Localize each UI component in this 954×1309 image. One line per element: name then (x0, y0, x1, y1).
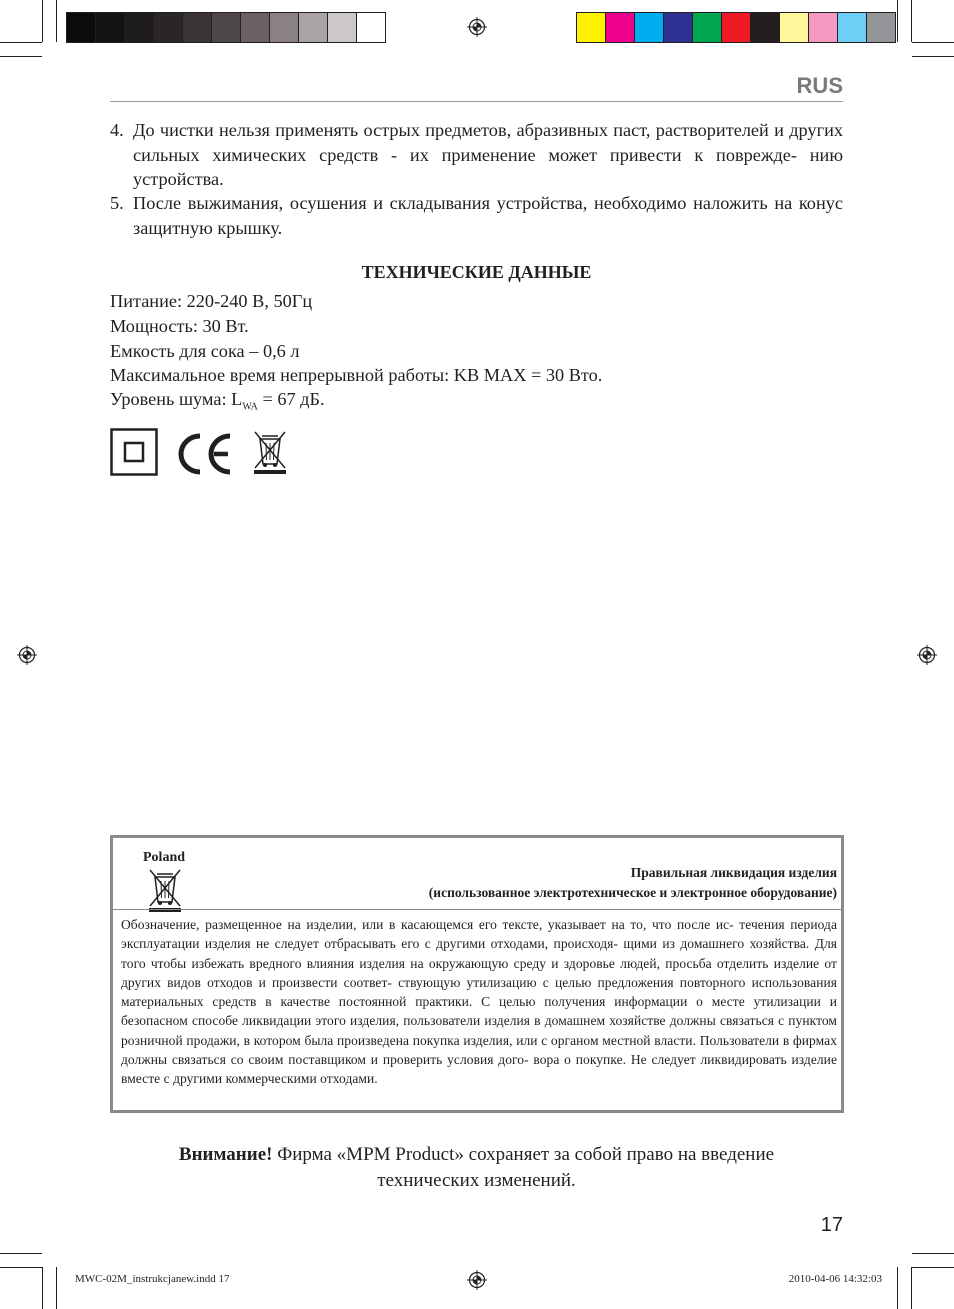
noise-suffix: = 67 дБ. (257, 389, 325, 409)
color-swatch (634, 13, 663, 42)
color-swatch (808, 13, 837, 42)
instruction-item-4 (110, 118, 843, 192)
notice (110, 1142, 843, 1194)
disposal-divider (113, 909, 841, 910)
country-label: Poland (143, 850, 186, 865)
color-swatch (692, 13, 721, 42)
color-swatch (779, 13, 808, 42)
crop-mark (0, 1253, 42, 1254)
instruction-text: До чистки нельзя применять острых предметов, абразивных паст, растворителей и других сильных химических средств - их применение может привести к поврежде- нию устройства. (133, 120, 843, 189)
weee-bin-icon (147, 868, 183, 914)
noise-prefix: Уровень шума: L (110, 389, 243, 409)
color-swatch (182, 13, 211, 42)
color-swatch (837, 13, 866, 42)
page-number: 17 (820, 1214, 843, 1236)
color-swatch (298, 13, 327, 42)
noise-subscript: WA (242, 401, 258, 413)
crop-mark (0, 42, 42, 43)
spec-power: Мощность: 30 Вт. (110, 316, 249, 336)
crop-mark (897, 1267, 898, 1309)
color-swatch (866, 13, 895, 42)
grayscale-color-bar (66, 12, 386, 43)
color-swatch (211, 13, 240, 42)
registration-mark-icon (17, 645, 37, 665)
crop-mark (42, 0, 43, 42)
registration-mark-icon (917, 645, 937, 665)
crop-mark (911, 1267, 912, 1309)
disposal-subtitle: (использованное электротехническое и электронное оборудование) (428, 885, 837, 900)
language-label: RUS (796, 73, 843, 98)
crop-mark (912, 1267, 954, 1268)
color-swatch (67, 13, 95, 42)
slug-timestamp: 2010-04-06 14:32:03 (788, 1273, 882, 1285)
color-swatch (153, 13, 182, 42)
instruction-item-5 (110, 191, 843, 240)
instruction-number: 4. (110, 120, 124, 140)
slug-file: MWC-02M_instrukcjanew.indd 17 (75, 1273, 230, 1285)
header-divider (110, 101, 843, 102)
instruction-text: После выжимания, осушения и складывания устройства, необходимо наложить на конус защитную крышку. (133, 193, 843, 238)
color-swatch (356, 13, 385, 42)
crop-mark (912, 56, 954, 57)
class-ii-icon (110, 428, 160, 478)
spec-max-time: Максимальное время непрерывной работы: KB MAX = 30 Вто. (110, 365, 603, 385)
crop-mark (56, 1267, 57, 1309)
disposal-text: Обозначение, размещенное на изделии, или в касающемся его тексте, указывает на то, что после ис- течения периода эксплуатации изделия не следует отбрасывать его с другими отходами, происходя- щими из домашнего хозяйства. Для того чтобы избежать вредного влияния изделия на окружающую среду и здоровье людей, просьба отделить изделие от других видов отходов и произвести соответ- ствующую утилизацию с целью предложения повторного использования материальных средств в качестве постоянной практики. С целью получения информации о месте утилизации и безопасном способе ликвидации этого изделия, пользователи изделия в домашнем хозяйстве должны связаться с пунктом розничной продажи, в котором была произведена покупка изделия, или с органом местной власти. Пользователи в фирмах должны связаться со своим поставщиком и проверить условия дого- вора о покупке. Не следует ликвидировать изделие вместе с другими коммерческими отходами. (121, 917, 837, 1087)
crop-mark (911, 0, 912, 42)
registration-mark-icon (467, 1270, 487, 1290)
color-swatch (605, 13, 634, 42)
crop-mark (56, 0, 57, 42)
color-swatch (663, 13, 692, 42)
registration-mark-icon (467, 17, 487, 37)
notice-bold: Внимание! (178, 1144, 273, 1165)
weee-bin-icon (252, 430, 288, 476)
crop-mark (42, 1267, 43, 1309)
color-swatch (721, 13, 750, 42)
spec-noise-level (110, 389, 325, 413)
crop-mark (0, 1267, 42, 1268)
crop-mark (912, 1253, 954, 1254)
notice-line2: технических изменений. (377, 1170, 576, 1191)
crop-mark (0, 56, 42, 57)
color-swatch (95, 13, 124, 42)
instruction-number: 5. (110, 193, 124, 213)
spec-power-supply: Питание: 220-240 В, 50Гц (110, 291, 313, 311)
color-swatch (577, 13, 605, 42)
color-swatch (240, 13, 269, 42)
crop-mark (912, 42, 954, 43)
crop-mark (897, 0, 898, 42)
color-swatch (327, 13, 356, 42)
color-swatch (124, 13, 153, 42)
disposal-title: Правильная ликвидация изделия (630, 865, 837, 880)
tech-data-heading: ТЕХНИЧЕСКИЕ ДАННЫЕ (361, 262, 592, 282)
color-swatch (269, 13, 298, 42)
ce-mark-icon (174, 432, 234, 476)
notice-line1: Фирма «MPM Product» сохраняет за собой право на введение (272, 1144, 775, 1165)
color-swatch (750, 13, 779, 42)
process-color-bar (576, 12, 896, 43)
disposal-info-box (110, 835, 844, 1113)
spec-juice-capacity: Емкость для сока – 0,6 л (110, 341, 300, 361)
